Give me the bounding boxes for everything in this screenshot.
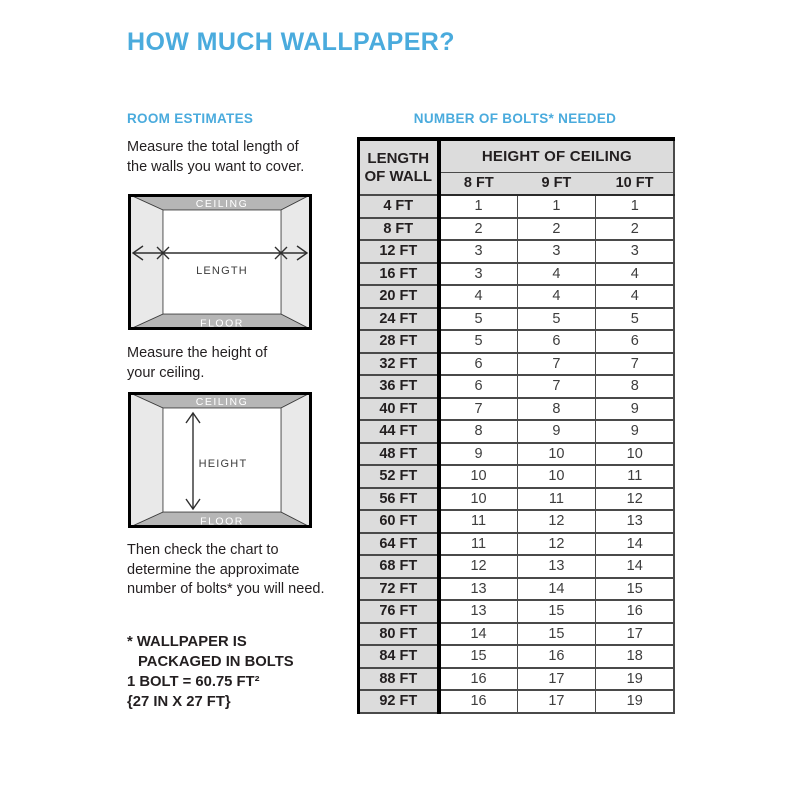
room-length-diagram: [128, 194, 312, 330]
left-wall: [128, 392, 163, 528]
table-row: [359, 375, 675, 398]
table-row: [359, 668, 675, 691]
instruction-line: the walls you want to cover.: [127, 158, 305, 175]
bolt-size-note: [127, 673, 260, 712]
room-estimates-heading: ROOM ESTIMATES: [127, 111, 254, 126]
wall-length-cell: 44 FT: [359, 420, 439, 443]
wall-length-cell: 20 FT: [359, 285, 439, 308]
wallpaper-bolts-footnote: [127, 633, 294, 672]
wall-length-cell: 72 FT: [359, 578, 439, 601]
bolt-count-cell: 9: [596, 398, 675, 421]
bolt-count-cell: 14: [439, 623, 518, 646]
bolt-count-cell: 7: [517, 375, 596, 398]
table-row: [359, 330, 675, 353]
wall-length-cell: 4 FT: [359, 195, 439, 218]
ceiling-label: CEILING: [195, 198, 249, 210]
ceiling-10ft-header: 10 FT: [596, 172, 675, 195]
bolt-count-cell: 11: [517, 488, 596, 511]
bolt-count-cell: 19: [596, 668, 675, 691]
bolts-table-body: [359, 195, 675, 713]
table-row: [359, 623, 675, 646]
bolt-count-cell: 13: [439, 578, 518, 601]
bolt-count-cell: 4: [517, 285, 596, 308]
wall-length-cell: 48 FT: [359, 443, 439, 466]
instruction-check-chart: [127, 541, 324, 600]
bolt-count-cell: 8: [439, 420, 518, 443]
bolt-size-line: 1 BOLT = 60.75 FT²: [127, 674, 260, 690]
bolt-count-cell: 7: [596, 353, 675, 376]
instruction-measure-height: [127, 344, 267, 383]
table-row: [359, 218, 675, 241]
bolt-count-cell: 13: [517, 555, 596, 578]
bolt-count-cell: 3: [439, 263, 518, 286]
bolt-count-cell: 15: [517, 623, 596, 646]
bolt-count-cell: 15: [596, 578, 675, 601]
bolt-count-cell: 3: [439, 240, 518, 263]
bolt-count-cell: 4: [439, 285, 518, 308]
wall-length-cell: 64 FT: [359, 533, 439, 556]
table-row: [359, 488, 675, 511]
table-row: [359, 285, 675, 308]
bolt-count-cell: 5: [439, 308, 518, 331]
table-row: [359, 443, 675, 466]
wall-length-cell: 92 FT: [359, 690, 439, 713]
bolt-count-cell: 16: [596, 600, 675, 623]
height-of-ceiling-header: HEIGHT OF CEILING: [439, 139, 675, 172]
bolt-count-cell: 2: [596, 218, 675, 241]
table-row: [359, 555, 675, 578]
wall-length-cell: 88 FT: [359, 668, 439, 691]
bolt-count-cell: 10: [439, 465, 518, 488]
bolt-count-cell: 5: [439, 330, 518, 353]
bolt-count-cell: 5: [517, 308, 596, 331]
wall-length-cell: 60 FT: [359, 510, 439, 533]
bolt-count-cell: 15: [439, 645, 518, 668]
bolt-count-cell: 11: [439, 533, 518, 556]
bolt-count-cell: 8: [596, 375, 675, 398]
right-wall: [281, 392, 312, 528]
wall-length-cell: 68 FT: [359, 555, 439, 578]
bolt-count-cell: 12: [517, 510, 596, 533]
bolt-count-cell: 2: [439, 218, 518, 241]
table-row: [359, 510, 675, 533]
left-wall: [128, 194, 163, 330]
wall-length-cell: 76 FT: [359, 600, 439, 623]
instruction-measure-length: [127, 138, 304, 177]
wall-length-cell: 8 FT: [359, 218, 439, 241]
wall-length-cell: 84 FT: [359, 645, 439, 668]
wall-length-cell: 52 FT: [359, 465, 439, 488]
bolt-count-cell: 16: [439, 690, 518, 713]
bolt-count-cell: 4: [517, 263, 596, 286]
footnote-line: PACKAGED IN BOLTS: [138, 653, 294, 670]
table-row: [359, 420, 675, 443]
bolt-count-cell: 6: [596, 330, 675, 353]
table-row: [359, 645, 675, 668]
table-row: [359, 195, 675, 218]
bolt-count-cell: 1: [596, 195, 675, 218]
bolt-count-cell: 1: [517, 195, 596, 218]
bolt-count-cell: 6: [439, 353, 518, 376]
table-row: [359, 600, 675, 623]
ceiling-label: CEILING: [195, 396, 249, 408]
bolt-count-cell: 4: [596, 285, 675, 308]
bolt-count-cell: 12: [439, 555, 518, 578]
bolt-count-cell: 6: [517, 330, 596, 353]
bolt-count-cell: 16: [517, 645, 596, 668]
bolt-count-cell: 18: [596, 645, 675, 668]
table-row: [359, 398, 675, 421]
bolt-count-cell: 6: [439, 375, 518, 398]
floor-label: FLOOR: [200, 515, 244, 528]
room-height-diagram: [128, 392, 312, 528]
wall-length-cell: 24 FT: [359, 308, 439, 331]
bolt-count-cell: 9: [517, 420, 596, 443]
bolts-table-heading: NUMBER OF BOLTS* NEEDED: [413, 111, 617, 126]
bolt-count-cell: 12: [596, 488, 675, 511]
page-title: HOW MUCH WALLPAPER?: [127, 28, 455, 56]
instruction-line: Measure the total length of: [127, 139, 299, 155]
back-wall: [163, 210, 281, 314]
wall-length-cell: 32 FT: [359, 353, 439, 376]
instruction-line: Measure the height of: [127, 345, 268, 361]
wall-length-cell: 56 FT: [359, 488, 439, 511]
height-label: HEIGHT: [198, 458, 248, 470]
wall-length-cell: 16 FT: [359, 263, 439, 286]
wall-length-cell: 12 FT: [359, 240, 439, 263]
bolt-count-cell: 9: [439, 443, 518, 466]
table-row: [359, 578, 675, 601]
bolt-count-cell: 3: [517, 240, 596, 263]
bolt-count-cell: 14: [517, 578, 596, 601]
bolt-count-cell: 2: [517, 218, 596, 241]
right-wall: [281, 194, 312, 330]
bolt-count-cell: 11: [596, 465, 675, 488]
bolt-count-cell: 7: [439, 398, 518, 421]
bolt-count-cell: 10: [517, 465, 596, 488]
bolt-count-cell: 10: [517, 443, 596, 466]
bolt-count-cell: 10: [596, 443, 675, 466]
instruction-line: determine the approximate: [127, 561, 300, 578]
floor-label: FLOOR: [200, 317, 244, 330]
bolt-count-cell: 9: [596, 420, 675, 443]
bolt-count-cell: 4: [596, 263, 675, 286]
wall-length-cell: 40 FT: [359, 398, 439, 421]
table-header-row: [359, 139, 675, 172]
wall-length-cell: 80 FT: [359, 623, 439, 646]
instruction-line: Then check the chart to: [127, 542, 279, 558]
bolt-count-cell: 14: [596, 533, 675, 556]
bolt-count-cell: 17: [517, 668, 596, 691]
table-row: [359, 465, 675, 488]
bolt-count-cell: 11: [439, 510, 518, 533]
bolt-count-cell: 8: [517, 398, 596, 421]
bolt-count-cell: 13: [439, 600, 518, 623]
ceiling-8ft-header: 8 FT: [439, 172, 518, 195]
table-row: [359, 240, 675, 263]
length-label: LENGTH: [196, 265, 248, 277]
ceiling-9ft-header: 9 FT: [517, 172, 596, 195]
bolt-count-cell: 7: [517, 353, 596, 376]
instruction-line: your ceiling.: [127, 364, 205, 381]
table-row: [359, 533, 675, 556]
bolt-count-cell: 1: [439, 195, 518, 218]
bolts-table-container: [357, 137, 675, 714]
wall-length-cell: 28 FT: [359, 330, 439, 353]
bolt-count-cell: 17: [517, 690, 596, 713]
bolt-count-cell: 19: [596, 690, 675, 713]
bolt-count-cell: 3: [596, 240, 675, 263]
instruction-line: number of bolts* you will need.: [127, 581, 325, 597]
table-row: [359, 353, 675, 376]
bolt-count-cell: 15: [517, 600, 596, 623]
table-row: [359, 308, 675, 331]
bolt-size-line: {27 IN X 27 FT}: [127, 693, 231, 710]
bolt-count-cell: 16: [439, 668, 518, 691]
bolt-count-cell: 10: [439, 488, 518, 511]
bolt-count-cell: 13: [596, 510, 675, 533]
wall-length-cell: 36 FT: [359, 375, 439, 398]
footnote-line: * WALLPAPER IS: [127, 634, 247, 650]
table-row: [359, 263, 675, 286]
bolt-count-cell: 17: [596, 623, 675, 646]
length-of-wall-header: LENGTH OF WALL: [359, 139, 439, 195]
table-row: [359, 690, 675, 713]
bolt-count-cell: 5: [596, 308, 675, 331]
bolt-count-cell: 14: [596, 555, 675, 578]
bolt-count-cell: 12: [517, 533, 596, 556]
bolts-needed-table: [357, 137, 675, 714]
